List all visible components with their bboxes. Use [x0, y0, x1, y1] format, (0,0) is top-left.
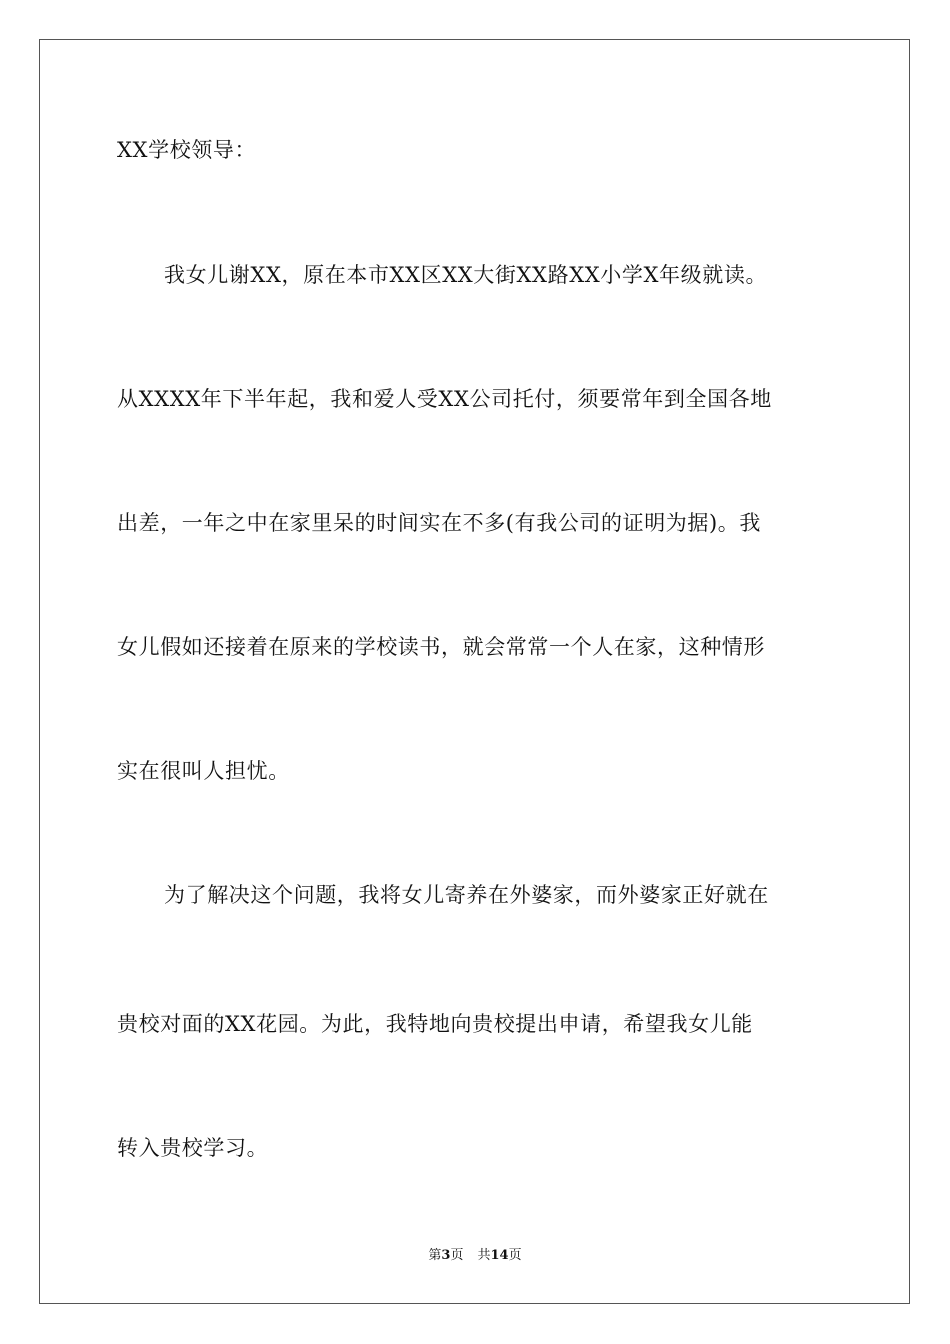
paragraph-2-line-2: 贵校对面的XX花园。为此，我特地向贵校提出申请，希望我女儿能	[117, 1012, 753, 1036]
page-prefix: 第	[428, 1248, 442, 1263]
page-number: 3	[441, 1248, 451, 1263]
paragraph-2-line-3: 转入贵校学习。	[117, 1136, 269, 1160]
paragraph-1-line-3: 出差，一年之中在家里呆的时间实在不多(有我公司的证明为据)。我	[117, 511, 761, 535]
paragraph-2-line-1: 为了解决这个问题，我将女儿寄养在外婆家，而外婆家正好就在	[164, 883, 769, 907]
total-pages: 14	[490, 1248, 509, 1263]
page-suffix: 页	[450, 1248, 464, 1263]
paragraph-1-line-4: 女儿假如还接着在原来的学校读书，就会常常一个人在家，这种情形	[117, 635, 765, 659]
page-border	[39, 39, 910, 1304]
letter-salutation: XX学校领导：	[117, 138, 257, 162]
paragraph-1-line-2: 从XXXX年下半年起，我和爱人受XX公司托付，须要常年到全国各地	[117, 387, 772, 411]
page-footer	[0, 1247, 950, 1265]
total-suffix: 页	[508, 1248, 522, 1263]
paragraph-1-line-5: 实在很叫人担忧。	[117, 759, 290, 783]
paragraph-1-line-1: 我女儿谢XX，原在本市XX区XX大街XX路XX小学X年级就读。	[164, 263, 768, 287]
total-prefix: 共	[477, 1248, 491, 1263]
